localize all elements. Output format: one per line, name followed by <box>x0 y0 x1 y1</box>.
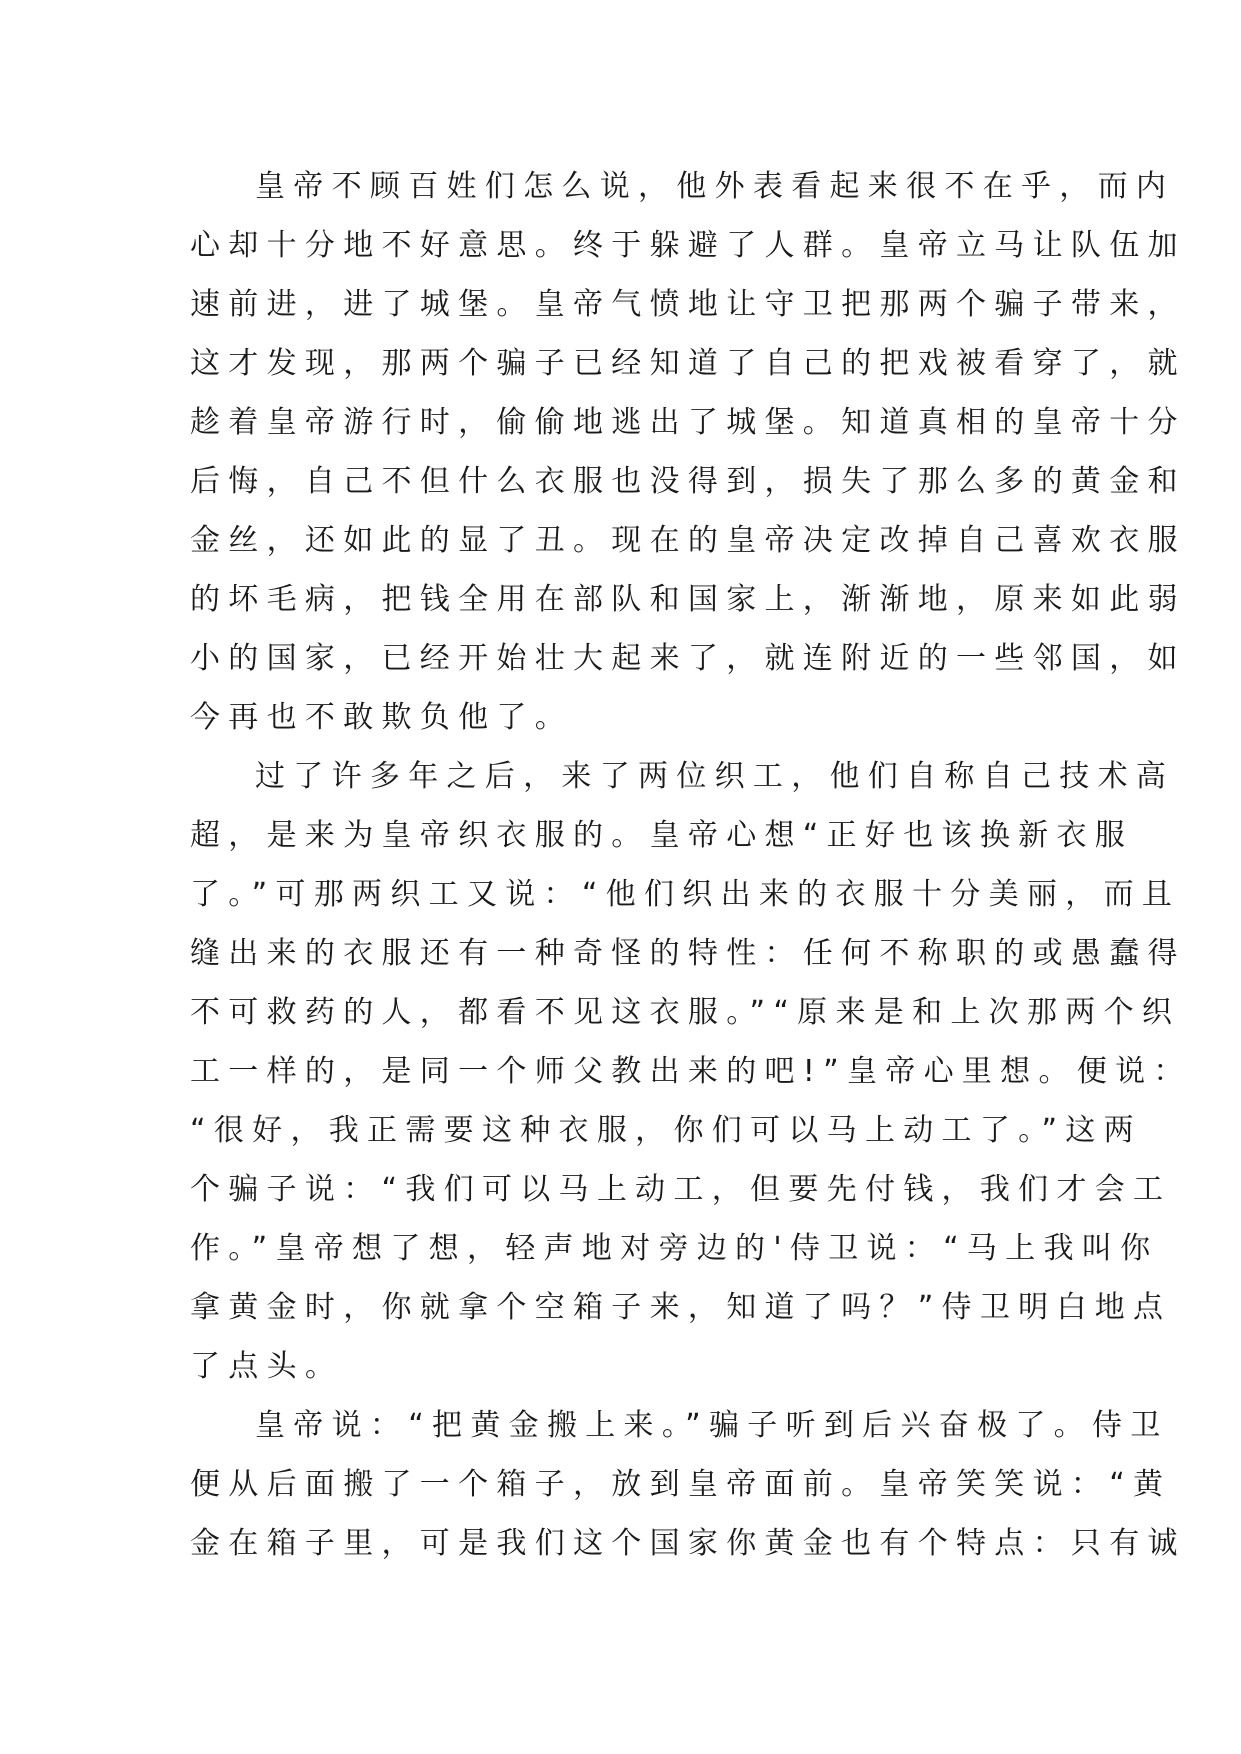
text-line: 皇帝说：“把黄金搬上来。”骗子听到后兴奋极了。侍卫 <box>255 1408 1169 1443</box>
text-line: 不可救药的人，都看不见这衣服。”“原来是和上次那两个织 <box>190 995 1181 1030</box>
text-line: 个骗子说：“我们可以马上动工，但要先付钱，我们才会工 <box>190 1172 1172 1207</box>
text-line: 这才发现，那两个骗子已经知道了自己的把戏被看穿了，就 <box>190 346 1186 381</box>
text-line: 拿黄金时，你就拿个空箱子来，知道了吗？”侍卫明白地点 <box>190 1290 1172 1325</box>
text-line: 了。”可那两织工又说：“他们织出来的衣服十分美丽，而且 <box>190 877 1181 912</box>
text-line: 今再也不敢欺负他了。 <box>190 700 573 735</box>
text-line: 后悔，自己不但什么衣服也没得到，损失了那么多的黄金和 <box>190 464 1186 499</box>
text-line: 便从后面搬了一个箱子，放到皇帝面前。皇帝笑笑说：“黄 <box>190 1467 1172 1502</box>
text-line: 速前进，进了城堡。皇帝气愤地让守卫把那两个骗子带来， <box>190 287 1186 322</box>
text-line: 缝出来的衣服还有一种奇怪的特性：任何不称职的或愚蠢得 <box>190 936 1186 971</box>
text-line: 皇帝不顾百姓们怎么说，他外表看起来很不在乎，而内 <box>255 169 1175 204</box>
text-line: 金丝，还如此的显了丑。现在的皇帝决定改掉自己喜欢衣服 <box>190 523 1186 558</box>
text-line: “很好，我正需要这种衣服，你们可以马上动工了。”这两 <box>190 1113 1142 1148</box>
text-line: 工一样的，是同一个师父教出来的吧!”皇帝心里想。便说： <box>190 1054 1192 1089</box>
text-line: 趁着皇帝游行时，偷偷地逃出了城堡。知道真相的皇帝十分 <box>190 405 1186 440</box>
text-line: 作。”皇帝想了想，轻声地对旁边的'侍卫说：“马上我叫你 <box>190 1231 1159 1266</box>
text-line: 了点头。 <box>190 1349 344 1384</box>
text-line: 金在箱子里，可是我们这个国家你黄金也有个特点：只有诚 <box>190 1526 1186 1561</box>
text-line: 过了许多年之后，来了两位织工，他们自称自己技术高 <box>255 759 1175 794</box>
text-line: 的坏毛病，把钱全用在部队和国家上，渐渐地，原来如此弱 <box>190 582 1186 617</box>
text-line: 小的国家，已经开始壮大起来了，就连附近的一些邻国，如 <box>190 641 1186 676</box>
text-line: 超，是来为皇帝织衣服的。皇帝心想“正好也该换新衣服 <box>190 818 1134 853</box>
text-line: 心却十分地不好意思。终于躲避了人群。皇帝立马让队伍加 <box>190 228 1186 263</box>
